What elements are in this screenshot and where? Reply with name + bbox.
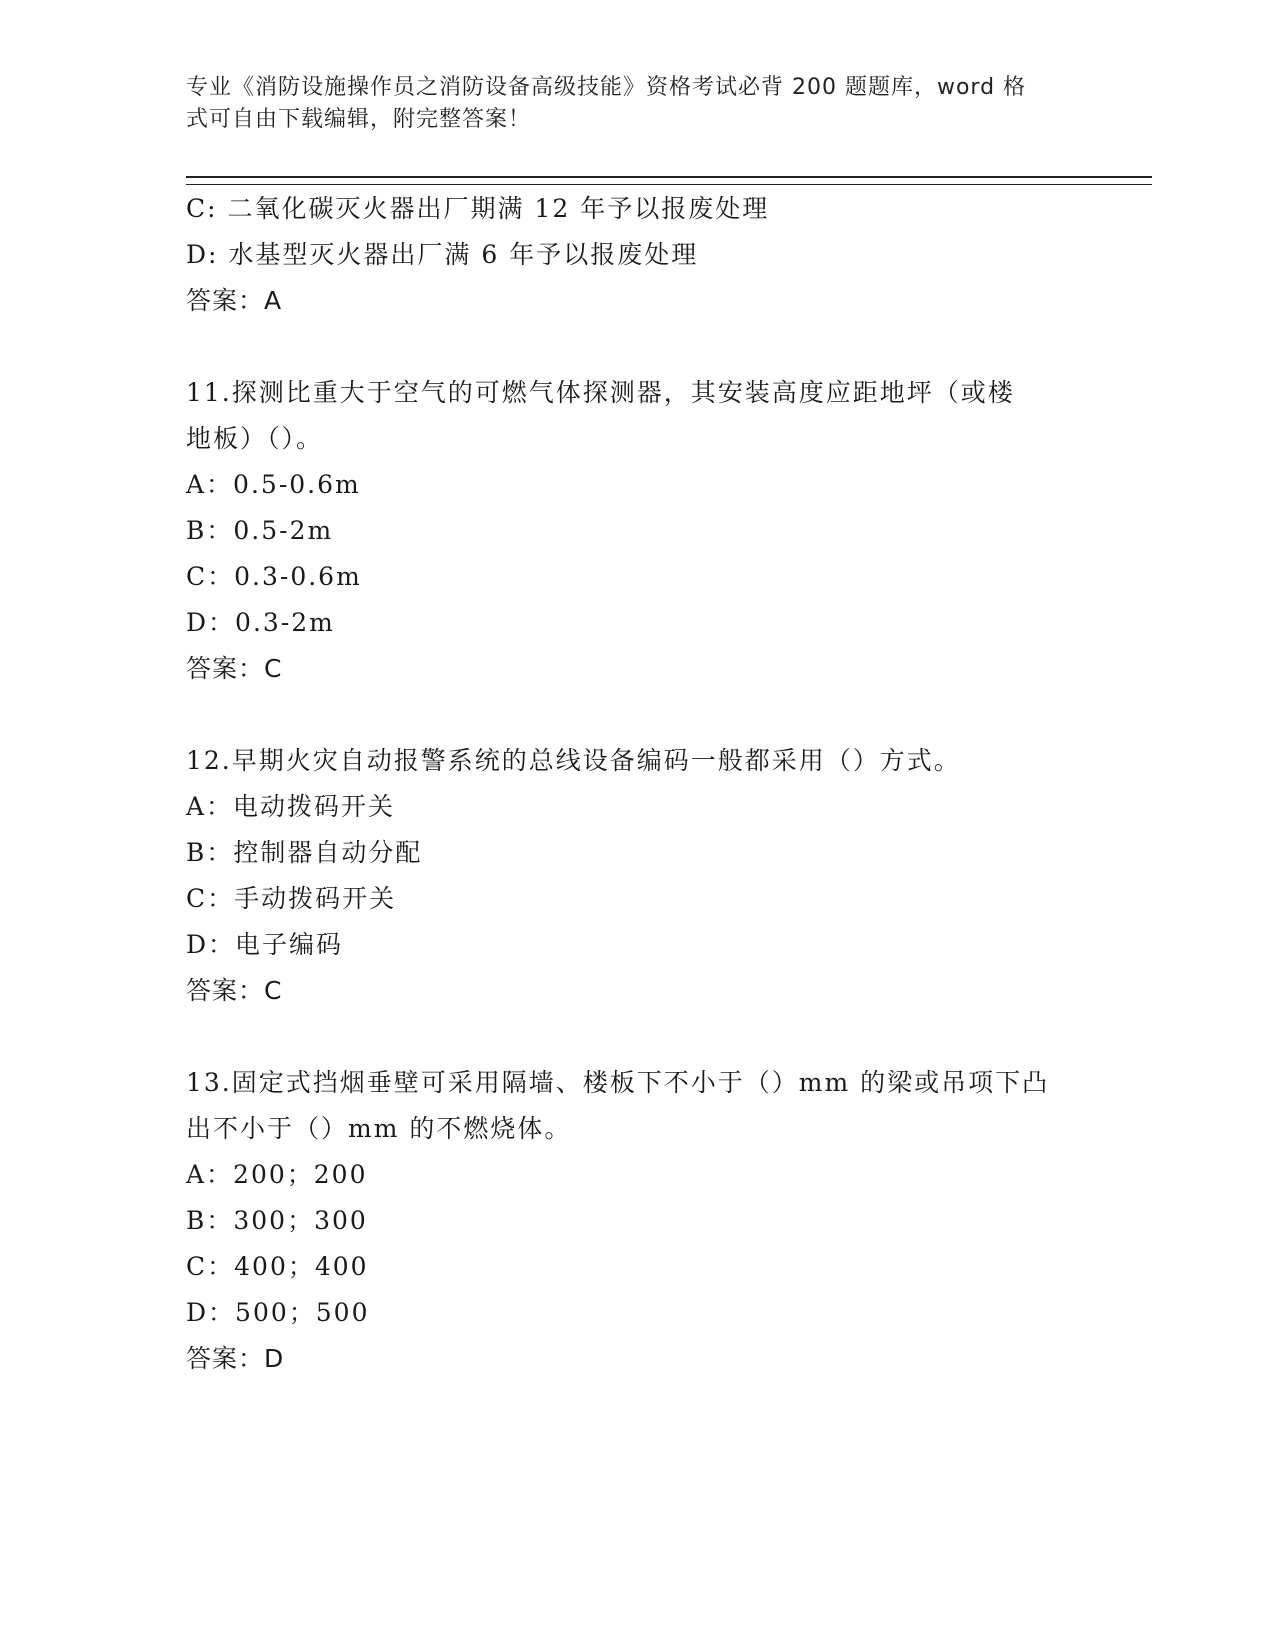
question-stem-continued: 出不小于（）mm 的不燃烧体。 <box>186 1114 572 1143</box>
option-b: B：300；300 <box>186 1206 368 1235</box>
option-a: A：0.5-0.6m <box>186 470 361 499</box>
option-a: A：200；200 <box>186 1160 368 1189</box>
partial-question <box>186 186 1086 324</box>
option-b: B：0.5-2m <box>186 516 334 545</box>
question-list <box>186 186 1086 1382</box>
question-stem: 12.早期火灾自动报警系统的总线设备编码一般都采用（）方式。 <box>186 746 961 775</box>
option-c: C：400；400 <box>186 1252 369 1281</box>
question-12 <box>186 738 1086 1014</box>
question-stem-continued: 地板）（）。 <box>186 424 324 453</box>
answer: 答案：C <box>186 654 283 683</box>
answer: 答案：A <box>186 286 283 315</box>
option-d: D: 水基型灭火器出厂满 6 年予以报废处理 <box>186 240 699 269</box>
answer: 答案：D <box>186 1344 285 1373</box>
option-b: B：控制器自动分配 <box>186 838 423 867</box>
option-d: D：电子编码 <box>186 930 344 959</box>
question-stem: 13.固定式挡烟垂壁可采用隔墙、楼板下不小于（）mm 的梁或吊项下凸 <box>186 1068 1050 1097</box>
option-d: D：500；500 <box>186 1298 370 1327</box>
document-header <box>186 72 1066 136</box>
answer: 答案：C <box>186 976 283 1005</box>
question-stem: 11.探测比重大于空气的可燃气体探测器，其安装高度应距地坪（或楼 <box>186 378 1015 407</box>
option-c: C：手动拨码开关 <box>186 884 397 913</box>
header-divider <box>186 176 1152 185</box>
header-line-2: 式可自由下载编辑，附完整答案！ <box>186 107 532 132</box>
option-c: C: 二氧化碳灭火器出厂期满 12 年予以报废处理 <box>186 194 770 223</box>
header-line-1: 专业《消防设施操作员之消防设备高级技能》资格考试必背 200 题题库，word 格 <box>186 75 1027 100</box>
option-a: A：电动拨码开关 <box>186 792 396 821</box>
option-c: C：0.3-0.6m <box>186 562 362 591</box>
question-11 <box>186 370 1086 692</box>
question-13 <box>186 1060 1086 1382</box>
option-d: D：0.3-2m <box>186 608 335 637</box>
